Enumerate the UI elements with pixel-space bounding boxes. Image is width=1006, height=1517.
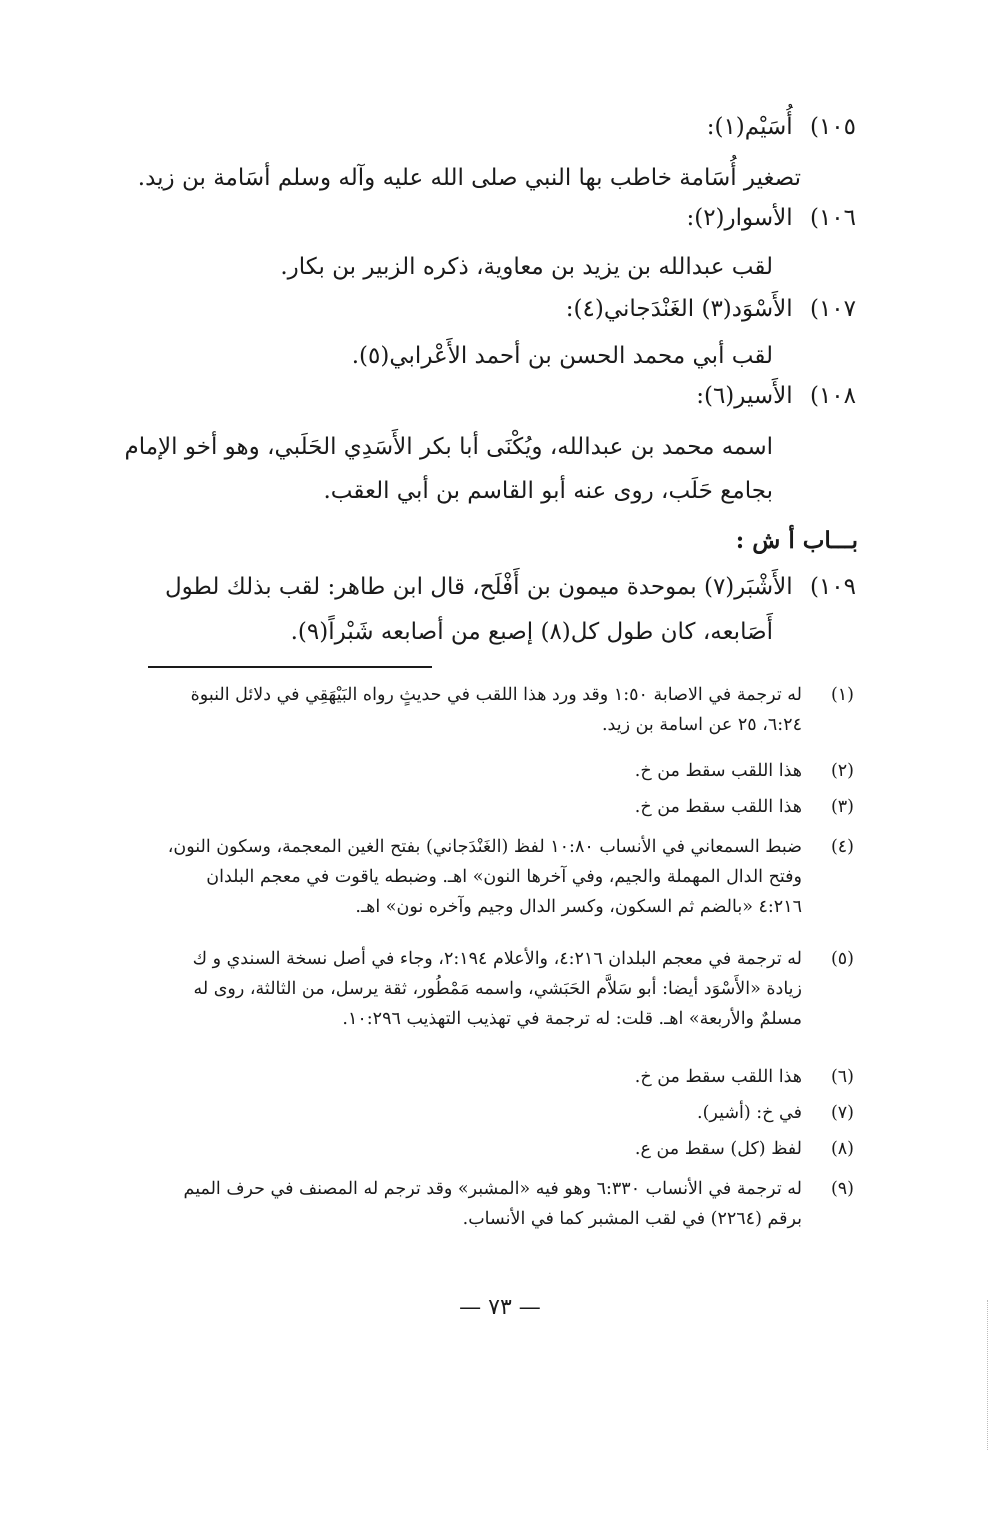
footnote-5 [164, 944, 854, 1034]
entry-heading: أُسَيْم(١): [706, 114, 793, 140]
footnote-text: في خ: (أشير). [697, 1103, 802, 1123]
footnote-6 [164, 1062, 854, 1092]
footnote-3 [164, 792, 854, 822]
section-heading [736, 526, 858, 556]
footnote-number: (٧) [830, 1103, 854, 1123]
footnote-number: (٤) [830, 837, 854, 857]
entry-107-text [352, 341, 773, 371]
scan-edge-marks [987, 1300, 990, 1450]
entry-108 [696, 381, 856, 411]
entry-109-text [291, 617, 773, 647]
footnote-text: هذا اللقب سقط من خ. [634, 1067, 802, 1087]
footnote-text: هذا اللقب سقط من خ. [634, 797, 802, 817]
entry-105-text [138, 163, 801, 193]
footnote-text: لفظ (كل) سقط من ع. [634, 1139, 802, 1159]
page-number: — ٧٣ — [459, 1295, 541, 1320]
entry-109 [165, 572, 856, 602]
footnote-number: (٢) [830, 761, 854, 781]
entry-heading: الأسوار(٢): [686, 205, 793, 231]
footnote-text: ضبط السمعاني في الأنساب ١٠:٨٠ لفظ (الغَنْدَجاني) بفتح الغين المعجمة، وسكون النون، وفتح الدال المهملة والجيم، وفي آخرها النون» اهـ. وضبطه ياقوت في معجم البلدان ٤:٢١٦ «بالضم ثم السكون، وكسر الدال وجيم وآخره نون» اهـ. [167, 837, 802, 917]
entry-108-text-1 [124, 432, 773, 462]
entry-text: تصغير أُسَامة خاطب بها النبي صلى الله عليه وآله وسلم أسَامة بن زيد. [137, 165, 801, 191]
footnote-text: له ترجمة في معجم البلدان ٤:٢١٦، والأعلام ٢:١٩٤، وجاء في أصل نسخة السندي و ك زيادة «الأَسْوَد أيضا: أبو سَلاَّم الحَبَشي، واسمه مَمْطُور، ثقة يرسل، من الثالثة، روى له مسلمٌ والأربعة» اهـ. قلت: له ترجمة في تهذيب التهذيب ١٠:٢٩٦. [192, 949, 802, 1029]
entry-number: ١٠٧) [809, 296, 856, 322]
entry-number: ١٠٩) [809, 574, 856, 600]
footnote-text: له ترجمة في الاصابة ١:٥٠ وقد ورد هذا اللقب في حديثٍ رواه البَيْهَقِي في دلائل النبوة ٦:٢٤، ٢٥ عن اسامة بن زيد. [190, 685, 802, 735]
entry-number: ١٠٦) [809, 205, 856, 231]
footnote-8 [164, 1134, 854, 1164]
footnote-2 [164, 756, 854, 786]
entry-number: ١٠٥) [809, 114, 856, 140]
entry-number: ١٠٨) [809, 383, 856, 409]
footnote-7 [164, 1098, 854, 1128]
footnote-number: (٩) [830, 1179, 854, 1199]
footnote-separator [148, 666, 432, 668]
entry-text: اسمه محمد بن عبدالله، ويُكْنَى أبا بكر الأَسَدِي الحَلَبي، وهو أخو الإمام [124, 434, 773, 460]
footnote-9 [164, 1174, 854, 1234]
footnote-1 [164, 680, 854, 740]
footnote-text: له ترجمة في الأنساب ٦:٣٣٠ وهو فيه «المشبر» وقد ترجم له المصنف في حرف الميم برقم (٢٢٦٤) في لقب المشبر كما في الأنساب. [183, 1179, 802, 1229]
footnote-number: (١) [830, 685, 854, 705]
entry-106 [686, 203, 856, 233]
entry-text: أَصَابعه، كان طول كل(٨) إصبع من أصابعه شَبْراً(٩). [290, 619, 773, 645]
entry-heading: الأَسْوَد(٣) الغَنْدَجاني(٤): [565, 296, 793, 322]
entry-107 [566, 294, 856, 324]
entry-108-text-2 [323, 476, 773, 506]
footnote-number: (٦) [830, 1067, 854, 1087]
entry-text: بجامع حَلَب، روى عنه أبو القاسم بن أبي العقب. [323, 478, 773, 504]
section-title: بـــاب أ ش : [735, 527, 858, 554]
entry-heading: الأَشْبَر(٧) بموحدة ميمون بن أَفْلَح، قال ابن طاهر: لقب بذلك لطول [164, 574, 793, 600]
footnote-number: (٨) [830, 1139, 854, 1159]
entry-text: لقب عبدالله بن يزيد بن معاوية، ذكره الزبير بن بكار. [280, 254, 773, 280]
entry-heading: الأَسير(٦): [696, 383, 793, 409]
entry-text: لقب أبي محمد الحسن بن أحمد الأَعْرابي(٥). [351, 343, 773, 369]
entry-106-text [280, 252, 773, 282]
entry-105 [707, 112, 856, 142]
footnote-number: (٥) [830, 949, 854, 969]
footnote-text: هذا اللقب سقط من خ. [634, 761, 802, 781]
footnote-number: (٣) [830, 797, 854, 817]
footnote-4 [164, 832, 854, 922]
